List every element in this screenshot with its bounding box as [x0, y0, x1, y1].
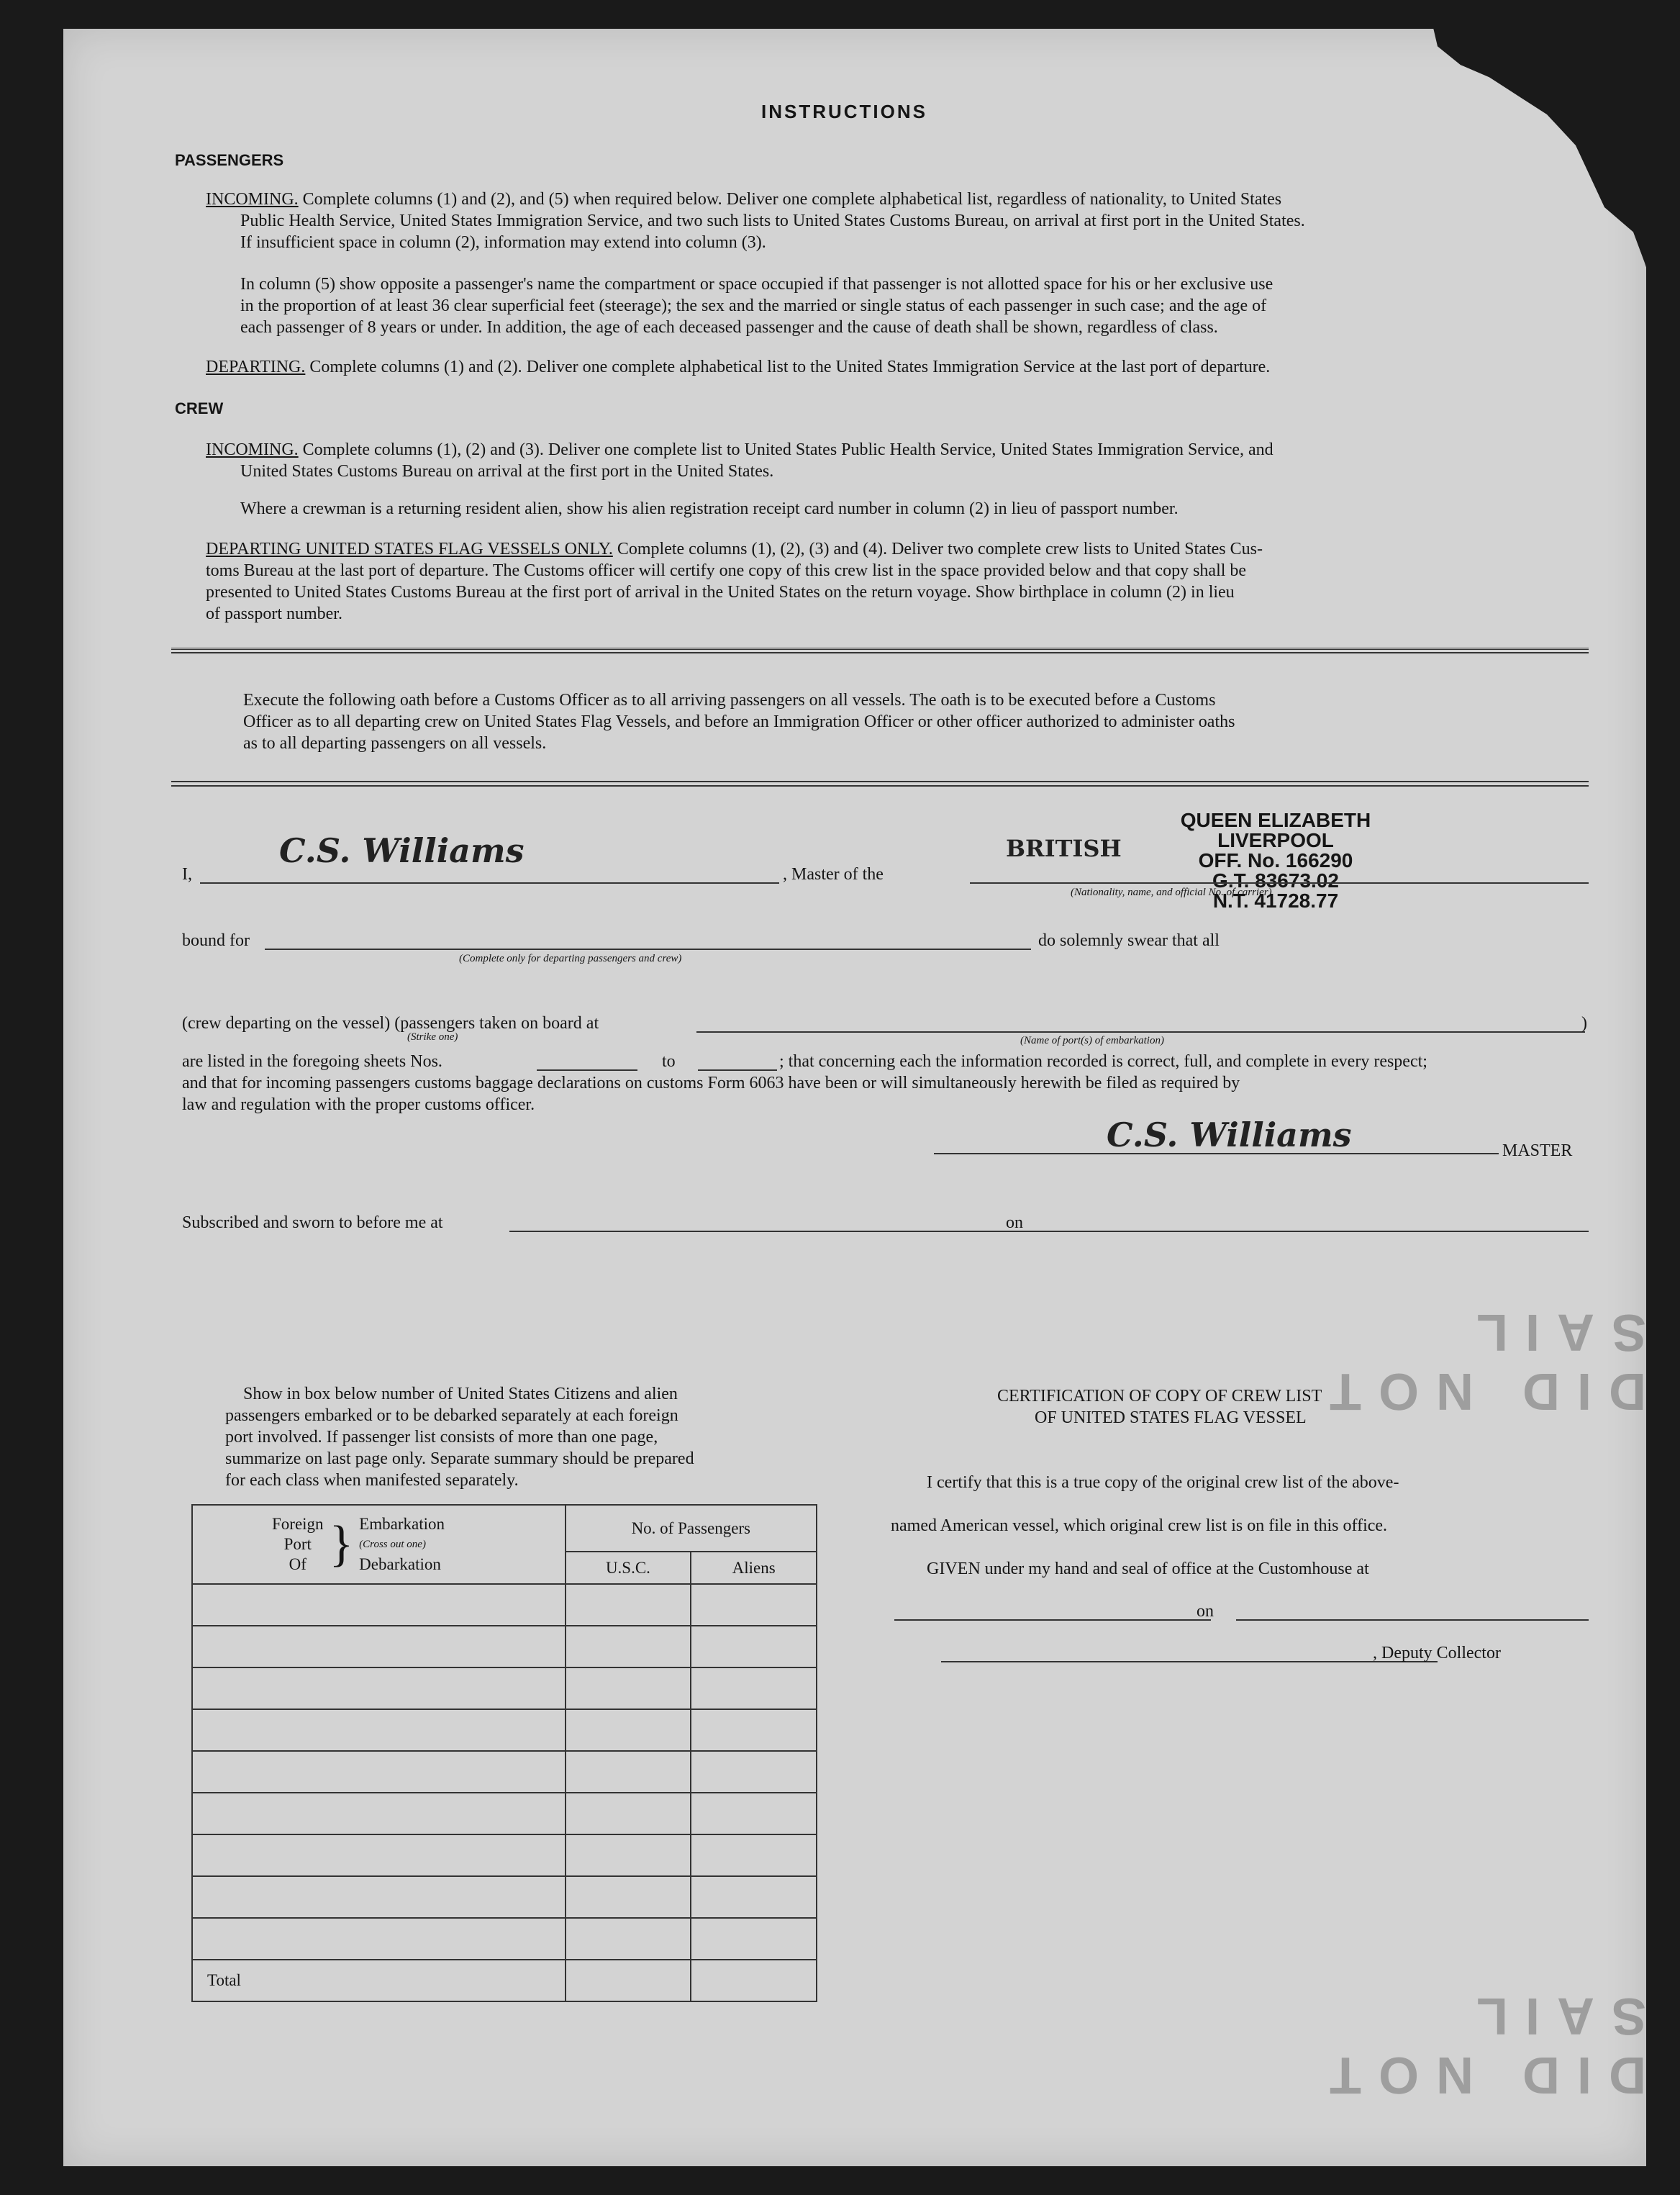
table-row — [192, 1876, 817, 1918]
divider — [171, 652, 1589, 653]
passenger-incoming-text-2: Public Health Service, United States Immigration Service, and two such lists to United States Customs Bureau, on arrival at first port in the United States. — [240, 212, 1305, 230]
usc-cell[interactable] — [566, 1709, 691, 1751]
aliens-cell[interactable] — [691, 1918, 817, 1960]
bleed-through-stamp: DID NOT SAIL — [1312, 1987, 1646, 2104]
port-header-cell — [192, 1505, 566, 1584]
bound-for-caption: (Complete only for departing passengers and crew) — [459, 953, 682, 964]
listed-correct-text: ; that concerning each the information recorded is correct, full, and complete in every respect; — [779, 1052, 1427, 1071]
certification-on-label: on — [1197, 1602, 1214, 1621]
aliens-cell[interactable] — [691, 1709, 817, 1751]
bleed-through-stamp: DID NOT SAIL — [1312, 1303, 1646, 1420]
divider — [171, 781, 1589, 782]
sworn-on-field[interactable] — [1042, 1231, 1589, 1232]
sworn-at-field[interactable] — [509, 1231, 1056, 1232]
nationality-handwritten: BRITISH — [1006, 835, 1122, 862]
embarkation-port-field[interactable] — [696, 1031, 1585, 1033]
passenger-departing-line — [206, 356, 1270, 378]
crew-incoming-label: INCOMING. — [206, 440, 299, 459]
crew-resident-text: Where a crewman is a returning resident alien, show his alien registration receipt card number in column (2) in lieu of passport number. — [240, 499, 1179, 518]
oath-line-2: and that for incoming passengers customs baggage declarations on customs Form 6063 have been or will simultaneously herewith be filed as required by — [182, 1074, 1240, 1092]
usc-cell[interactable] — [566, 1667, 691, 1709]
master-name-signature: C.S. Williams — [279, 831, 525, 870]
crew-departing-oath-text: (crew departing on the vessel) (passengers taken on board at — [182, 1014, 599, 1033]
crew-departing-line — [206, 538, 1263, 560]
master-of-label: , Master of the — [783, 865, 884, 884]
usc-cell[interactable] — [566, 1918, 691, 1960]
solemnly-swear-text: do solemnly swear that all — [1038, 931, 1220, 950]
usc-cell[interactable] — [566, 1793, 691, 1834]
listed-to-label: to — [662, 1052, 676, 1071]
crew-incoming-text-2: United States Customs Bureau on arrival at the first port in the United States. — [240, 462, 774, 481]
crew-departing-text-2: toms Bureau at the last port of departure. The Customs officer will certify one copy of this crew list in the space provided below and that copy shall be — [206, 561, 1247, 580]
crew-departing-text-4: of passport number. — [206, 605, 342, 623]
ports-caption: (Name of port(s) of embarkation) — [1020, 1035, 1164, 1046]
certification-date-field[interactable] — [1236, 1619, 1589, 1621]
divider — [171, 785, 1589, 787]
certification-line-2: named American vessel, which original crew list is on file in this office. — [891, 1516, 1388, 1535]
port-cell[interactable] — [192, 1584, 566, 1626]
vessel-stamp-line: OFF. No. 166290 — [1198, 849, 1353, 872]
vessel-stamp-line: N.T. 41728.77 — [1212, 890, 1339, 912]
col-crossout-label: (Cross out one) — [359, 1539, 426, 1550]
port-cell[interactable] — [192, 1751, 566, 1793]
table-row — [192, 1834, 817, 1876]
col-debark-label: Debarkation — [359, 1555, 441, 1573]
usc-cell[interactable] — [566, 1626, 691, 1667]
customhouse-field[interactable] — [894, 1619, 1211, 1621]
oath-note-1: Execute the following oath before a Customs Officer as to all arriving passengers on all vessels. The oath is to be executed before a Customs — [243, 691, 1216, 710]
col-passengers-header: No. of Passengers — [566, 1505, 817, 1552]
crew-departing-text-3: presented to United States Customs Bureau at the first port of arrival in the United States on the return voyage. Show birthplace in column (2) in lieu — [206, 583, 1235, 602]
summary-text-2: passengers embarked or to be debarked separately at each foreign — [225, 1406, 678, 1425]
table-row — [192, 1793, 817, 1834]
vessel-stamp-line: QUEEN ELIZABETH — [1180, 809, 1371, 831]
passenger-incoming-label: INCOMING. — [206, 190, 299, 209]
close-paren: ) — [1581, 1014, 1587, 1033]
col-foreign-label: Foreign — [272, 1515, 324, 1533]
aliens-cell[interactable] — [691, 1626, 817, 1667]
usc-cell[interactable] — [566, 1834, 691, 1876]
col-port-label: Port — [283, 1535, 312, 1553]
table-row — [192, 1709, 817, 1751]
bound-for-label: bound for — [182, 931, 250, 950]
summary-text-3: port involved. If passenger list consists of more than one page, — [225, 1428, 658, 1447]
usc-cell[interactable] — [566, 1876, 691, 1918]
port-cell[interactable] — [192, 1667, 566, 1709]
crew-departing-label: DEPARTING UNITED STATES FLAG VESSELS ONLY. — [206, 540, 613, 558]
aliens-cell[interactable] — [691, 1667, 817, 1709]
master-signature-line[interactable] — [934, 1153, 1499, 1154]
certification-line-3: GIVEN under my hand and seal of office at the Customhouse at — [927, 1560, 1369, 1578]
column5-text-3: each passenger of 8 years or under. In addition, the age of each deceased passenger and the cause of death shall be shown, regardless of class. — [240, 318, 1218, 337]
vessel-stamp-line: G.T. 83673.02 — [1212, 869, 1339, 892]
table-row — [192, 1667, 817, 1709]
port-cell[interactable] — [192, 1709, 566, 1751]
aliens-cell[interactable] — [691, 1793, 817, 1834]
aliens-cell[interactable] — [691, 1584, 817, 1626]
oath-i-label: I, — [182, 865, 192, 884]
table-row — [192, 1751, 817, 1793]
vessel-stamp-line: LIVERPOOL — [1217, 829, 1334, 851]
usc-cell[interactable] — [566, 1751, 691, 1793]
divider — [171, 648, 1589, 650]
port-cell[interactable] — [192, 1626, 566, 1667]
summary-text-1: Show in box below number of United States Citizens and alien — [243, 1385, 678, 1403]
certification-heading-1: CERTIFICATION OF COPY OF CREW LIST — [997, 1387, 1322, 1406]
summary-text-5: for each class when manifested separately. — [225, 1471, 519, 1490]
oath-note-3: as to all departing passengers on all vessels. — [243, 734, 547, 753]
vessel-field[interactable] — [970, 882, 1589, 884]
deputy-collector-label: , Deputy Collector — [1373, 1644, 1501, 1662]
table-row — [192, 1626, 817, 1667]
passenger-incoming-line — [206, 189, 1281, 210]
aliens-total-cell[interactable] — [691, 1960, 817, 2001]
col-usc-header: U.S.C. — [566, 1552, 691, 1584]
sheet-from-field[interactable] — [537, 1069, 637, 1071]
master-signature: C.S. Williams — [1107, 1115, 1352, 1154]
usc-cell[interactable] — [566, 1584, 691, 1626]
table-row-total — [192, 1960, 817, 2001]
bound-for-field[interactable] — [265, 949, 1031, 950]
passengers-heading: PASSENGERS — [175, 151, 284, 169]
sworn-on-label: on — [1006, 1213, 1023, 1232]
port-cell[interactable] — [192, 1793, 566, 1834]
passenger-summary-table — [191, 1504, 817, 2002]
port-cell[interactable] — [192, 1834, 566, 1876]
aliens-cell[interactable] — [691, 1876, 817, 1918]
subscribed-label: Subscribed and sworn to before me at — [182, 1213, 443, 1232]
summary-text-4: summarize on last page only. Separate summary should be prepared — [225, 1449, 694, 1468]
strike-one-caption: (Strike one) — [407, 1031, 458, 1043]
document-page — [63, 29, 1646, 2166]
usc-total-cell[interactable] — [566, 1960, 691, 2001]
passenger-incoming-text: Complete columns (1) and (2), and (5) when required below. Deliver one complete alphabetical list, regardless of nationality, to United States — [302, 190, 1282, 209]
passenger-departing-label: DEPARTING. — [206, 358, 306, 376]
passenger-departing-text: Complete columns (1) and (2). Deliver one complete alphabetical list to the United States Immigration Service at the last port of departure. — [309, 358, 1271, 376]
aliens-cell[interactable] — [691, 1834, 817, 1876]
total-label: Total — [192, 1960, 566, 2001]
certification-line-1: I certify that this is a true copy of the original crew list of the above- — [927, 1473, 1399, 1492]
col-aliens-header: Aliens — [691, 1552, 817, 1584]
master-name-field[interactable] — [200, 882, 779, 884]
port-cell[interactable] — [192, 1918, 566, 1960]
crew-incoming-line — [206, 439, 1273, 461]
port-cell[interactable] — [192, 1876, 566, 1918]
nationality-caption: (Nationality, name, and official No. of carrier) — [1071, 887, 1272, 898]
column5-text-1: In column (5) show opposite a passenger's name the compartment or space occupied if that passenger is not allotted space for his or her exclusive use — [240, 275, 1273, 294]
crew-departing-text: Complete columns (1), (2), (3) and (4). Deliver two complete crew lists to United States Cus- — [617, 540, 1263, 558]
brace-icon: } — [329, 1516, 354, 1572]
master-label: MASTER — [1502, 1141, 1573, 1160]
certification-heading-2: OF UNITED STATES FLAG VESSEL — [1035, 1408, 1307, 1427]
instructions-title: INSTRUCTIONS — [761, 101, 927, 122]
table-row — [192, 1584, 817, 1626]
aliens-cell[interactable] — [691, 1751, 817, 1793]
deputy-collector-field[interactable] — [941, 1661, 1438, 1662]
crew-heading: CREW — [175, 399, 224, 417]
oath-note-2: Officer as to all departing crew on United States Flag Vessels, and before an Immigration Officer or other officer authorized to administer oaths — [243, 712, 1235, 731]
column5-text-2: in the proportion of at least 36 clear superficial feet (steerage); the sex and the married or single status of each passenger in such case; and the age of — [240, 297, 1267, 315]
col-of-label: Of — [289, 1555, 307, 1573]
oath-line-3: law and regulation with the proper customs officer. — [182, 1095, 535, 1114]
listed-sheets-label: are listed in the foregoing sheets Nos. — [182, 1052, 442, 1071]
passenger-incoming-text-3: If insufficient space in column (2), information may extend into column (3). — [240, 233, 766, 252]
sheet-to-field[interactable] — [698, 1069, 777, 1071]
col-embark-label: Embarkation — [359, 1515, 445, 1533]
crew-incoming-text: Complete columns (1), (2) and (3). Deliver one complete list to United States Public Health Service, United States Immigration Service, and — [302, 440, 1273, 459]
table-row — [192, 1918, 817, 1960]
listed-sheets-line — [182, 1051, 442, 1072]
